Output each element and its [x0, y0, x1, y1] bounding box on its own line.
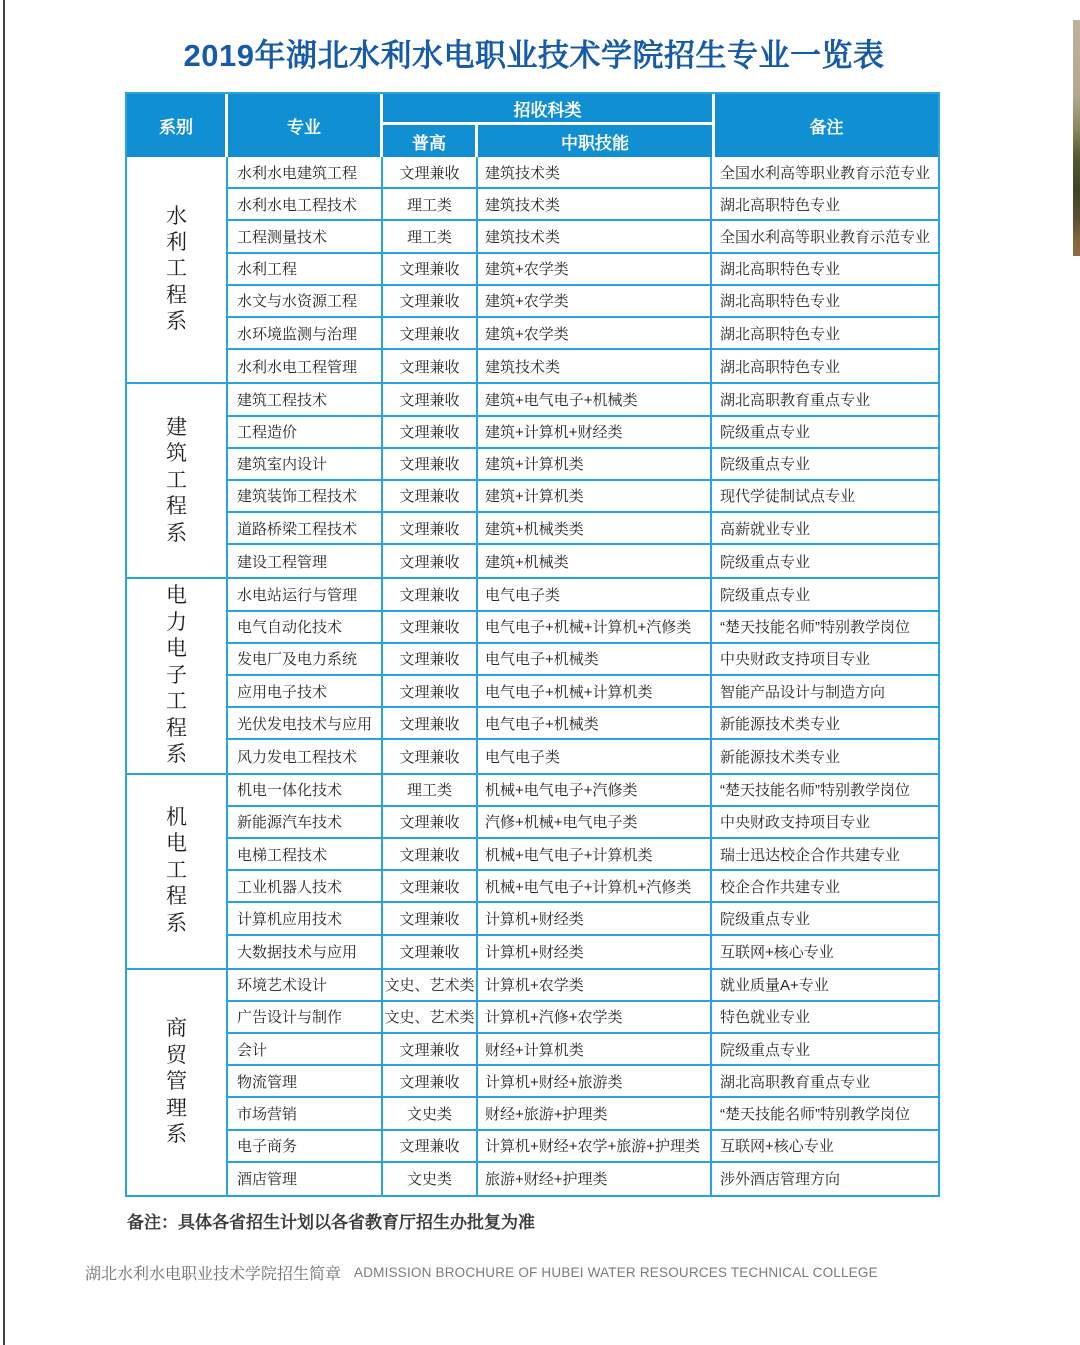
putong-category-cell: 文史、艺术类	[383, 1002, 478, 1032]
dept-section	[127, 157, 938, 384]
dept-cell	[127, 970, 228, 1195]
putong-category-cell: 文理兼收	[383, 903, 478, 933]
remark-cell: 瑞士迅达校企合作共建专业	[720, 846, 901, 864]
header-remark: 备注	[809, 118, 844, 137]
table-row	[228, 513, 938, 545]
major-cell: 建筑工程技术	[228, 384, 383, 414]
major-cell: 新能源汽车技术	[228, 807, 383, 837]
zhongzhi-category-cell: 机械+电气电子+计算机类	[478, 839, 712, 869]
remark-cell: 湖北高职特色专业	[720, 261, 841, 279]
table-row	[228, 676, 938, 708]
dept-rows	[228, 384, 938, 577]
putong-category-cell: 文理兼收	[383, 545, 478, 577]
table-row	[228, 740, 938, 772]
remark-cell: 院级重点专业	[720, 910, 811, 928]
putong-category-cell: 文理兼收	[383, 676, 478, 706]
table-row	[228, 1098, 938, 1130]
dept-cell	[127, 775, 228, 968]
remark-cell: 新能源技术类专业	[720, 715, 841, 733]
remark-cell: 涉外酒店管理方向	[720, 1171, 841, 1189]
zhongzhi-category-cell: 机械+电气电子+计算机+汽修类	[478, 871, 712, 901]
table-row	[228, 286, 938, 318]
zhongzhi-category-cell: 建筑+计算机+财经类	[478, 417, 712, 447]
dept-section	[127, 970, 938, 1195]
remark-cell: 院级重点专业	[720, 424, 811, 442]
major-cell: 市场营销	[228, 1098, 383, 1128]
putong-category-cell: 文史类	[383, 1098, 478, 1128]
putong-category-cell: 文理兼收	[383, 449, 478, 479]
putong-category-cell: 文理兼收	[383, 579, 478, 609]
putong-category-cell: 文理兼收	[383, 644, 478, 674]
major-cell: 建筑装饰工程技术	[228, 481, 383, 511]
putong-category-cell: 理工类	[383, 189, 478, 219]
major-cell: 建筑室内设计	[228, 449, 383, 479]
dept-label: 建筑工程系	[166, 415, 187, 545]
remark-cell: “楚天技能名师”特别教学岗位	[720, 1106, 910, 1124]
zhongzhi-category-cell: 建筑+电气电子+机械类	[478, 384, 712, 414]
major-cell: 计算机应用技术	[228, 903, 383, 933]
remark-cell: 湖北高职特色专业	[720, 358, 841, 376]
putong-category-cell: 文理兼收	[383, 612, 478, 642]
major-cell: 物流管理	[228, 1066, 383, 1096]
table-row	[228, 903, 938, 935]
dept-label: 电力电子工程系	[166, 584, 187, 767]
major-cell: 发电厂及电力系统	[228, 644, 383, 674]
dept-section	[127, 384, 938, 579]
putong-category-cell: 文理兼收	[383, 936, 478, 968]
zhongzhi-category-cell: 计算机+财经+农学+旅游+护理类	[478, 1131, 712, 1161]
zhongzhi-category-cell: 电气电子+机械+计算机+汽修类	[478, 612, 712, 642]
remark-cell: 全国水利高等职业教育示范专业	[720, 164, 931, 182]
zhongzhi-category-cell: 建筑+机械类	[478, 545, 712, 577]
dept-rows	[228, 157, 938, 382]
remark-cell: 全国水利高等职业教育示范专业	[720, 228, 931, 246]
remark-cell: 院级重点专业	[720, 587, 811, 605]
major-cell: 环境艺术设计	[228, 970, 383, 1000]
remark-cell: “楚天技能名师”特别教学岗位	[720, 782, 910, 800]
header-category: 招收科类	[383, 94, 712, 125]
remark-cell: 湖北高职特色专业	[720, 325, 841, 343]
putong-category-cell: 文理兼收	[383, 740, 478, 772]
zhongzhi-category-cell: 建筑技术类	[478, 221, 712, 251]
major-cell: 电梯工程技术	[228, 839, 383, 869]
putong-category-cell: 文理兼收	[383, 384, 478, 414]
header-putong: 普高	[383, 125, 478, 157]
putong-category-cell: 理工类	[383, 775, 478, 805]
table-row	[228, 612, 938, 644]
table-row	[228, 1034, 938, 1066]
table-row	[228, 936, 938, 968]
header-dept: 系别	[127, 94, 228, 157]
putong-category-cell: 文理兼收	[383, 839, 478, 869]
remark-cell: 现代学徒制试点专业	[720, 488, 856, 506]
dept-cell	[127, 579, 228, 772]
header-major: 专业	[228, 94, 383, 157]
zhongzhi-category-cell: 计算机+财经类	[478, 936, 712, 968]
table-row	[228, 1066, 938, 1098]
page-title: 2019年湖北水利水电职业技术学院招生专业一览表	[183, 38, 885, 73]
remark-cell: 湖北高职教育重点专业	[720, 1073, 871, 1091]
remark-cell: 新能源技术类专业	[720, 748, 841, 766]
major-cell: 光伏发电技术与应用	[228, 708, 383, 738]
dept-rows	[228, 970, 938, 1195]
remark-cell: 智能产品设计与制造方向	[720, 683, 886, 701]
table-row	[228, 384, 938, 416]
brochure-line	[85, 1261, 878, 1284]
table-row	[228, 1163, 938, 1195]
zhongzhi-category-cell: 建筑技术类	[478, 189, 712, 219]
header-zhongzhi: 中职技能	[561, 133, 629, 153]
major-cell: 电气自动化技术	[228, 612, 383, 642]
zhongzhi-category-cell: 建筑+农学类	[478, 318, 712, 348]
remark-cell: 湖北高职特色专业	[720, 293, 841, 311]
major-cell: 水环境监测与治理	[228, 318, 383, 348]
remark-cell: 中央财政支持项目专业	[720, 651, 871, 669]
major-cell: 水利水电建筑工程	[228, 157, 383, 187]
zhongzhi-category-cell: 计算机+汽修+农学类	[478, 1002, 712, 1032]
remark-cell: 湖北高职特色专业	[720, 196, 841, 214]
table-row	[228, 775, 938, 807]
remark-cell: 互联网+核心专业	[720, 1138, 834, 1156]
remark-cell: “楚天技能名师”特别教学岗位	[720, 619, 910, 637]
putong-category-cell: 文理兼收	[383, 254, 478, 284]
major-cell: 大数据技术与应用	[228, 936, 383, 968]
table-row	[228, 481, 938, 513]
zhongzhi-category-cell: 财经+计算机类	[478, 1034, 712, 1064]
putong-category-cell: 文史类	[383, 1163, 478, 1195]
major-cell: 风力发电工程技术	[228, 740, 383, 772]
zhongzhi-category-cell: 电气电子+机械类	[478, 708, 712, 738]
major-cell: 水利水电工程技术	[228, 189, 383, 219]
zhongzhi-category-cell: 电气电子+机械+计算机类	[478, 676, 712, 706]
major-cell: 会计	[228, 1034, 383, 1064]
putong-category-cell: 文理兼收	[383, 286, 478, 316]
table-row	[228, 644, 938, 676]
remark-cell: 互联网+核心专业	[720, 944, 834, 962]
zhongzhi-category-cell: 电气电子类	[478, 579, 712, 609]
putong-category-cell: 文理兼收	[383, 513, 478, 543]
major-cell: 应用电子技术	[228, 676, 383, 706]
zhongzhi-category-cell: 建筑+机械类类	[478, 513, 712, 543]
table-row	[228, 545, 938, 577]
footnote: 备注：具体各省招生计划以各省教育厅招生办批复为准	[127, 1213, 535, 1232]
zhongzhi-category-cell: 电气电子类	[478, 740, 712, 772]
major-cell: 工程测量技术	[228, 221, 383, 251]
table-row	[228, 221, 938, 253]
putong-category-cell: 文史、艺术类	[383, 970, 478, 1000]
major-cell: 水利水电工程管理	[228, 350, 383, 382]
table-row	[228, 1002, 938, 1034]
putong-category-cell: 文理兼收	[383, 318, 478, 348]
major-cell: 机电一体化技术	[228, 775, 383, 805]
zhongzhi-category-cell: 计算机+财经+旅游类	[478, 1066, 712, 1096]
major-cell: 道路桥梁工程技术	[228, 513, 383, 543]
table-row	[228, 417, 938, 449]
zhongzhi-category-cell: 建筑+计算机类	[478, 481, 712, 511]
putong-category-cell: 文理兼收	[383, 157, 478, 187]
major-cell: 水文与水资源工程	[228, 286, 383, 316]
major-cell: 工业机器人技术	[228, 871, 383, 901]
dept-section	[127, 579, 938, 774]
zhongzhi-category-cell: 建筑+农学类	[478, 254, 712, 284]
table-row	[228, 1131, 938, 1163]
putong-category-cell: 文理兼收	[383, 481, 478, 511]
dept-label: 水利工程系	[166, 204, 187, 334]
dept-section	[127, 775, 938, 970]
major-cell: 酒店管理	[228, 1163, 383, 1195]
putong-category-cell: 文理兼收	[383, 1066, 478, 1096]
zhongzhi-category-cell: 计算机+农学类	[478, 970, 712, 1000]
zhongzhi-category-cell: 建筑技术类	[478, 350, 712, 382]
putong-category-cell: 文理兼收	[383, 417, 478, 447]
table-header	[127, 94, 938, 157]
major-cell: 建设工程管理	[228, 545, 383, 577]
table-row	[228, 807, 938, 839]
remark-cell: 院级重点专业	[720, 553, 811, 571]
table-row	[228, 254, 938, 286]
remark-cell: 院级重点专业	[720, 1041, 811, 1059]
header-category-group	[383, 94, 715, 157]
major-cell: 工程造价	[228, 417, 383, 447]
zhongzhi-category-cell: 电气电子+机械类	[478, 644, 712, 674]
table-row	[228, 189, 938, 221]
zhongzhi-category-cell: 建筑+农学类	[478, 286, 712, 316]
table-row	[228, 871, 938, 903]
putong-category-cell: 文理兼收	[383, 350, 478, 382]
table-row	[228, 839, 938, 871]
putong-category-cell: 文理兼收	[383, 807, 478, 837]
zhongzhi-category-cell: 计算机+财经类	[478, 903, 712, 933]
putong-category-cell: 文理兼收	[383, 1034, 478, 1064]
remark-cell: 湖北高职教育重点专业	[720, 391, 871, 409]
table-row	[228, 350, 938, 382]
remark-cell: 高薪就业专业	[720, 520, 811, 538]
right-photo-sliver	[1073, 20, 1080, 256]
table-body	[127, 157, 938, 1195]
dept-label: 机电工程系	[166, 805, 187, 935]
zhongzhi-category-cell: 财经+旅游+护理类	[478, 1098, 712, 1128]
major-cell: 水利工程	[228, 254, 383, 284]
table-row	[228, 970, 938, 1002]
dept-cell	[127, 384, 228, 577]
zhongzhi-category-cell: 汽修+机械+电气电子类	[478, 807, 712, 837]
putong-category-cell: 文理兼收	[383, 708, 478, 738]
zhongzhi-category-cell: 机械+电气电子+汽修类	[478, 775, 712, 805]
majors-table	[125, 92, 940, 1197]
putong-category-cell: 文理兼收	[383, 1131, 478, 1161]
zhongzhi-category-cell: 建筑+计算机类	[478, 449, 712, 479]
table-row	[228, 318, 938, 350]
table-row	[228, 449, 938, 481]
brochure-title-en: ADMISSION BROCHURE OF HUBEI WATER RESOURCES TECHNICAL COLLEGE	[354, 1265, 878, 1280]
page-edge-line	[3, 0, 5, 1345]
dept-rows	[228, 579, 938, 772]
remark-cell: 院级重点专业	[720, 456, 811, 474]
putong-category-cell: 文理兼收	[383, 871, 478, 901]
remark-cell: 中央财政支持项目专业	[720, 814, 871, 832]
header-category-subrow	[383, 125, 712, 157]
table-row	[228, 157, 938, 189]
dept-label: 商贸管理系	[166, 1017, 187, 1147]
major-cell: 电子商务	[228, 1131, 383, 1161]
remark-cell: 就业质量A+专业	[720, 977, 829, 995]
table-row	[228, 708, 938, 740]
major-cell: 水电站运行与管理	[228, 579, 383, 609]
remark-cell: 校企合作共建专业	[720, 878, 841, 896]
remark-cell: 特色就业专业	[720, 1009, 811, 1027]
zhongzhi-category-cell: 旅游+财经+护理类	[478, 1163, 712, 1195]
putong-category-cell: 理工类	[383, 221, 478, 251]
brochure-title-cn: 湖北水利水电职业技术学院招生简章	[85, 1266, 342, 1283]
table-row	[228, 579, 938, 611]
dept-rows	[228, 775, 938, 968]
zhongzhi-category-cell: 建筑技术类	[478, 157, 712, 187]
dept-cell	[127, 157, 228, 382]
major-cell: 广告设计与制作	[228, 1002, 383, 1032]
